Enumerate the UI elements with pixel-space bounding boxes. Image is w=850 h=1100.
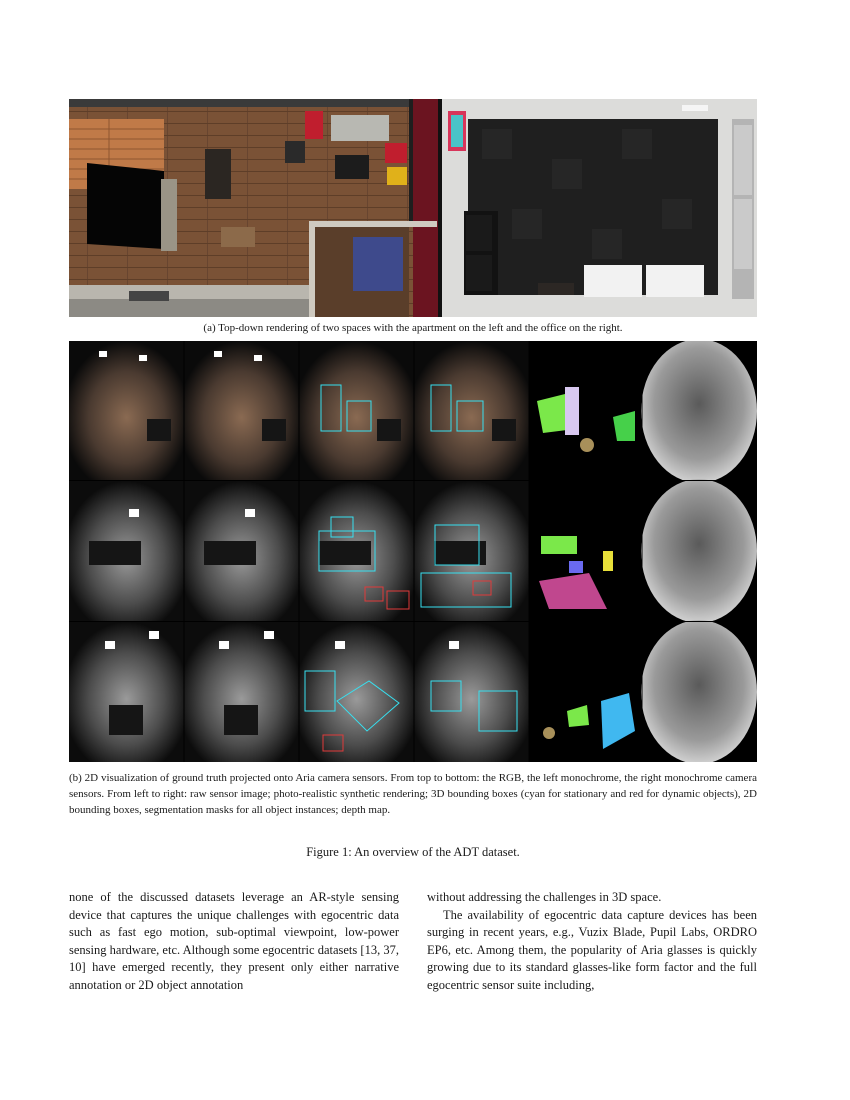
right-column-paragraph-2: The availability of egocentric data capture devices has been surging in recent years, e.g., Vuzix Blade, Pupil Labs, ORDRO EP6, etc. Among them, the popularity of Aria glasses is quickly growing due to its standard glasses-like form factor and the full egocentric sensor suite including, [427,907,757,992]
figure-a-caption: (a) Top-down rendering of two spaces with the apartment on the left and the office on the right. [203,322,623,334]
figure-a-image [69,99,757,317]
figure-b-image [69,341,757,762]
body-left-column [69,889,399,994]
left-column-paragraph: none of the discussed datasets leverage an AR-style sensing device that captures the unique challenges with egocentric data such as fast ego motion, sub-optimal viewpoint, low-power sensing hardware, etc. Although some egocentric datasets [13, 37, 10] have emerged recently, they present only either narrative annotation or 2D object annotation [69,890,399,992]
body-right-column [427,889,757,994]
row-right-mono [69,620,757,762]
row-rgb [69,341,757,483]
apartment-rendering [69,99,438,317]
office-rendering [442,99,757,317]
figure-title: Figure 1: An overview of the ADT dataset. [306,845,520,859]
figure-b-caption: (b) 2D visualization of ground truth projected onto Aria camera sensors. From top to bottom: the RGB, the left monochrome, the right monochrome camera sensors. From left to right: raw sensor image; photo-realistic synthetic rendering; 3D bounding boxes (cyan for stationary and red for dynamic objects), 2D bounding boxes, segmentation masks for all object instances; depth map. [69,772,757,816]
right-column-paragraph-1: without addressing the challenges in 3D space. [427,890,662,904]
row-left-mono [69,479,757,623]
